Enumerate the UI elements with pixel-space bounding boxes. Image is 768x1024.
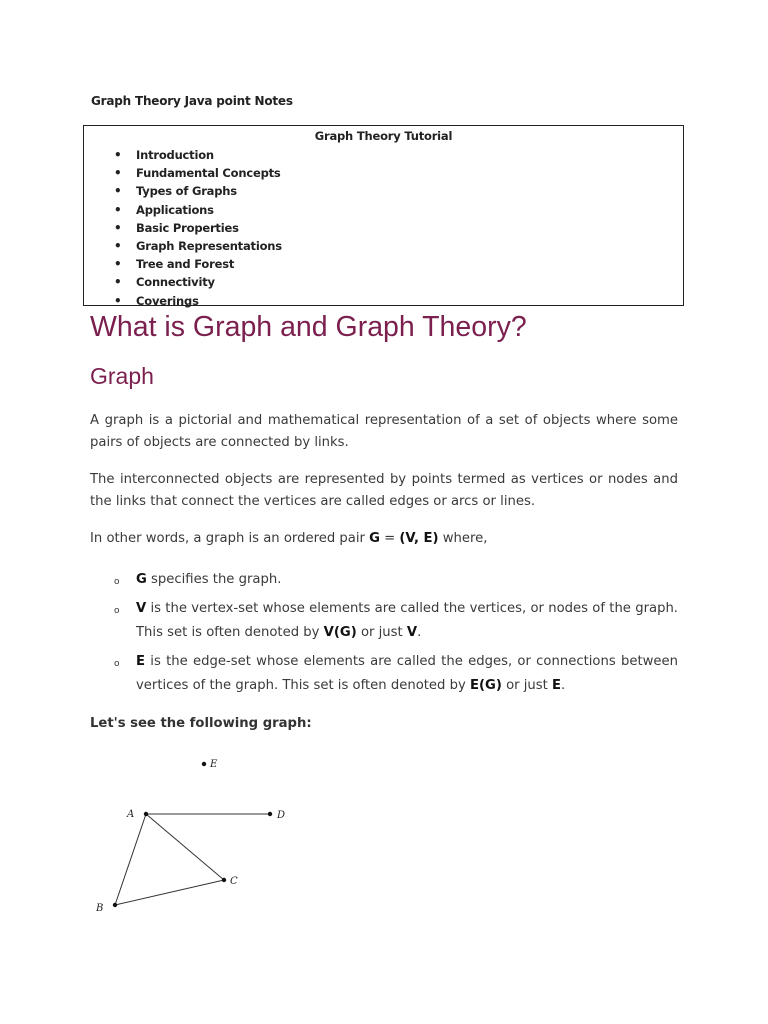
bullet-icon: •: [114, 275, 122, 290]
toc-item-basic-properties[interactable]: • Basic Properties: [114, 220, 239, 235]
circle-bullet-icon: o: [114, 605, 120, 616]
vertex-label-e: E: [210, 759, 218, 770]
vertex-label-a: A: [127, 809, 135, 820]
document-title: Graph Theory Java point Notes: [91, 94, 293, 108]
vertex-a: [144, 812, 148, 816]
lets-see-label: Let's see the following graph:: [90, 716, 312, 731]
list-item-e: o E is the edge-set whose elements are called the edges, or connections between vertices of the graph. This set is often denoted by E(G) or just E.: [114, 653, 678, 693]
bullet-icon: •: [114, 166, 122, 181]
vertex-d: [268, 812, 272, 816]
bullet-icon: •: [114, 220, 122, 235]
vertex-b: [113, 903, 117, 907]
vertex-label-b: B: [96, 903, 104, 914]
toc-item-graph-representations[interactable]: • Graph Representations: [114, 238, 282, 253]
toc-item-introduction[interactable]: • Introduction: [114, 148, 214, 162]
circle-bullet-icon: o: [114, 577, 120, 587]
toc-item-tree-and-forest[interactable]: • Tree and Forest: [114, 257, 235, 272]
main-heading: What is Graph and Graph Theory?: [90, 311, 527, 343]
paragraph-vertices-edges: The interconnected objects are represented by points termed as vertices or nodes and the links that connect the vertices are called edges or arcs or lines.: [90, 472, 678, 509]
paragraph-definition: A graph is a pictorial and mathematical representation of a set of objects where some pairs of objects are connected by links.: [90, 413, 678, 450]
vertex-label-d: D: [277, 810, 286, 821]
toc-item-applications[interactable]: • Applications: [114, 202, 214, 217]
toc-item-fundamental-concepts[interactable]: • Fundamental Concepts: [114, 166, 281, 181]
edge-a-b: [115, 814, 146, 905]
vertex-e: [202, 762, 206, 766]
section-heading-graph: Graph: [90, 363, 154, 389]
edge-a-c: [146, 814, 224, 880]
edge-b-c: [115, 880, 224, 905]
list-item-v: o V is the vertex-set whose elements are called the vertices, or nodes of the graph. This set is often denoted by V(G) or just V.: [114, 600, 678, 640]
vertex-c: [222, 878, 226, 882]
bullet-icon: •: [114, 202, 122, 217]
bullet-icon: •: [114, 184, 122, 199]
toc-item-types-of-graphs[interactable]: • Types of Graphs: [114, 184, 237, 199]
toc-item-connectivity[interactable]: • Connectivity: [114, 275, 215, 290]
list-item-g: o G specifies the graph.: [90, 568, 678, 593]
bullet-icon: •: [114, 148, 122, 162]
vertex-label-c: C: [230, 876, 238, 887]
toc-heading: Graph Theory Tutorial: [314, 129, 453, 143]
toc-item-coverings[interactable]: • Coverings: [114, 293, 199, 308]
circle-bullet-icon: o: [114, 658, 120, 669]
bullet-icon: •: [114, 257, 122, 272]
bullet-icon: •: [114, 293, 122, 308]
bullet-icon: •: [114, 238, 122, 253]
paragraph-ordered-pair: In other words, a graph is an ordered pair G = (V, E) where,: [90, 531, 488, 546]
